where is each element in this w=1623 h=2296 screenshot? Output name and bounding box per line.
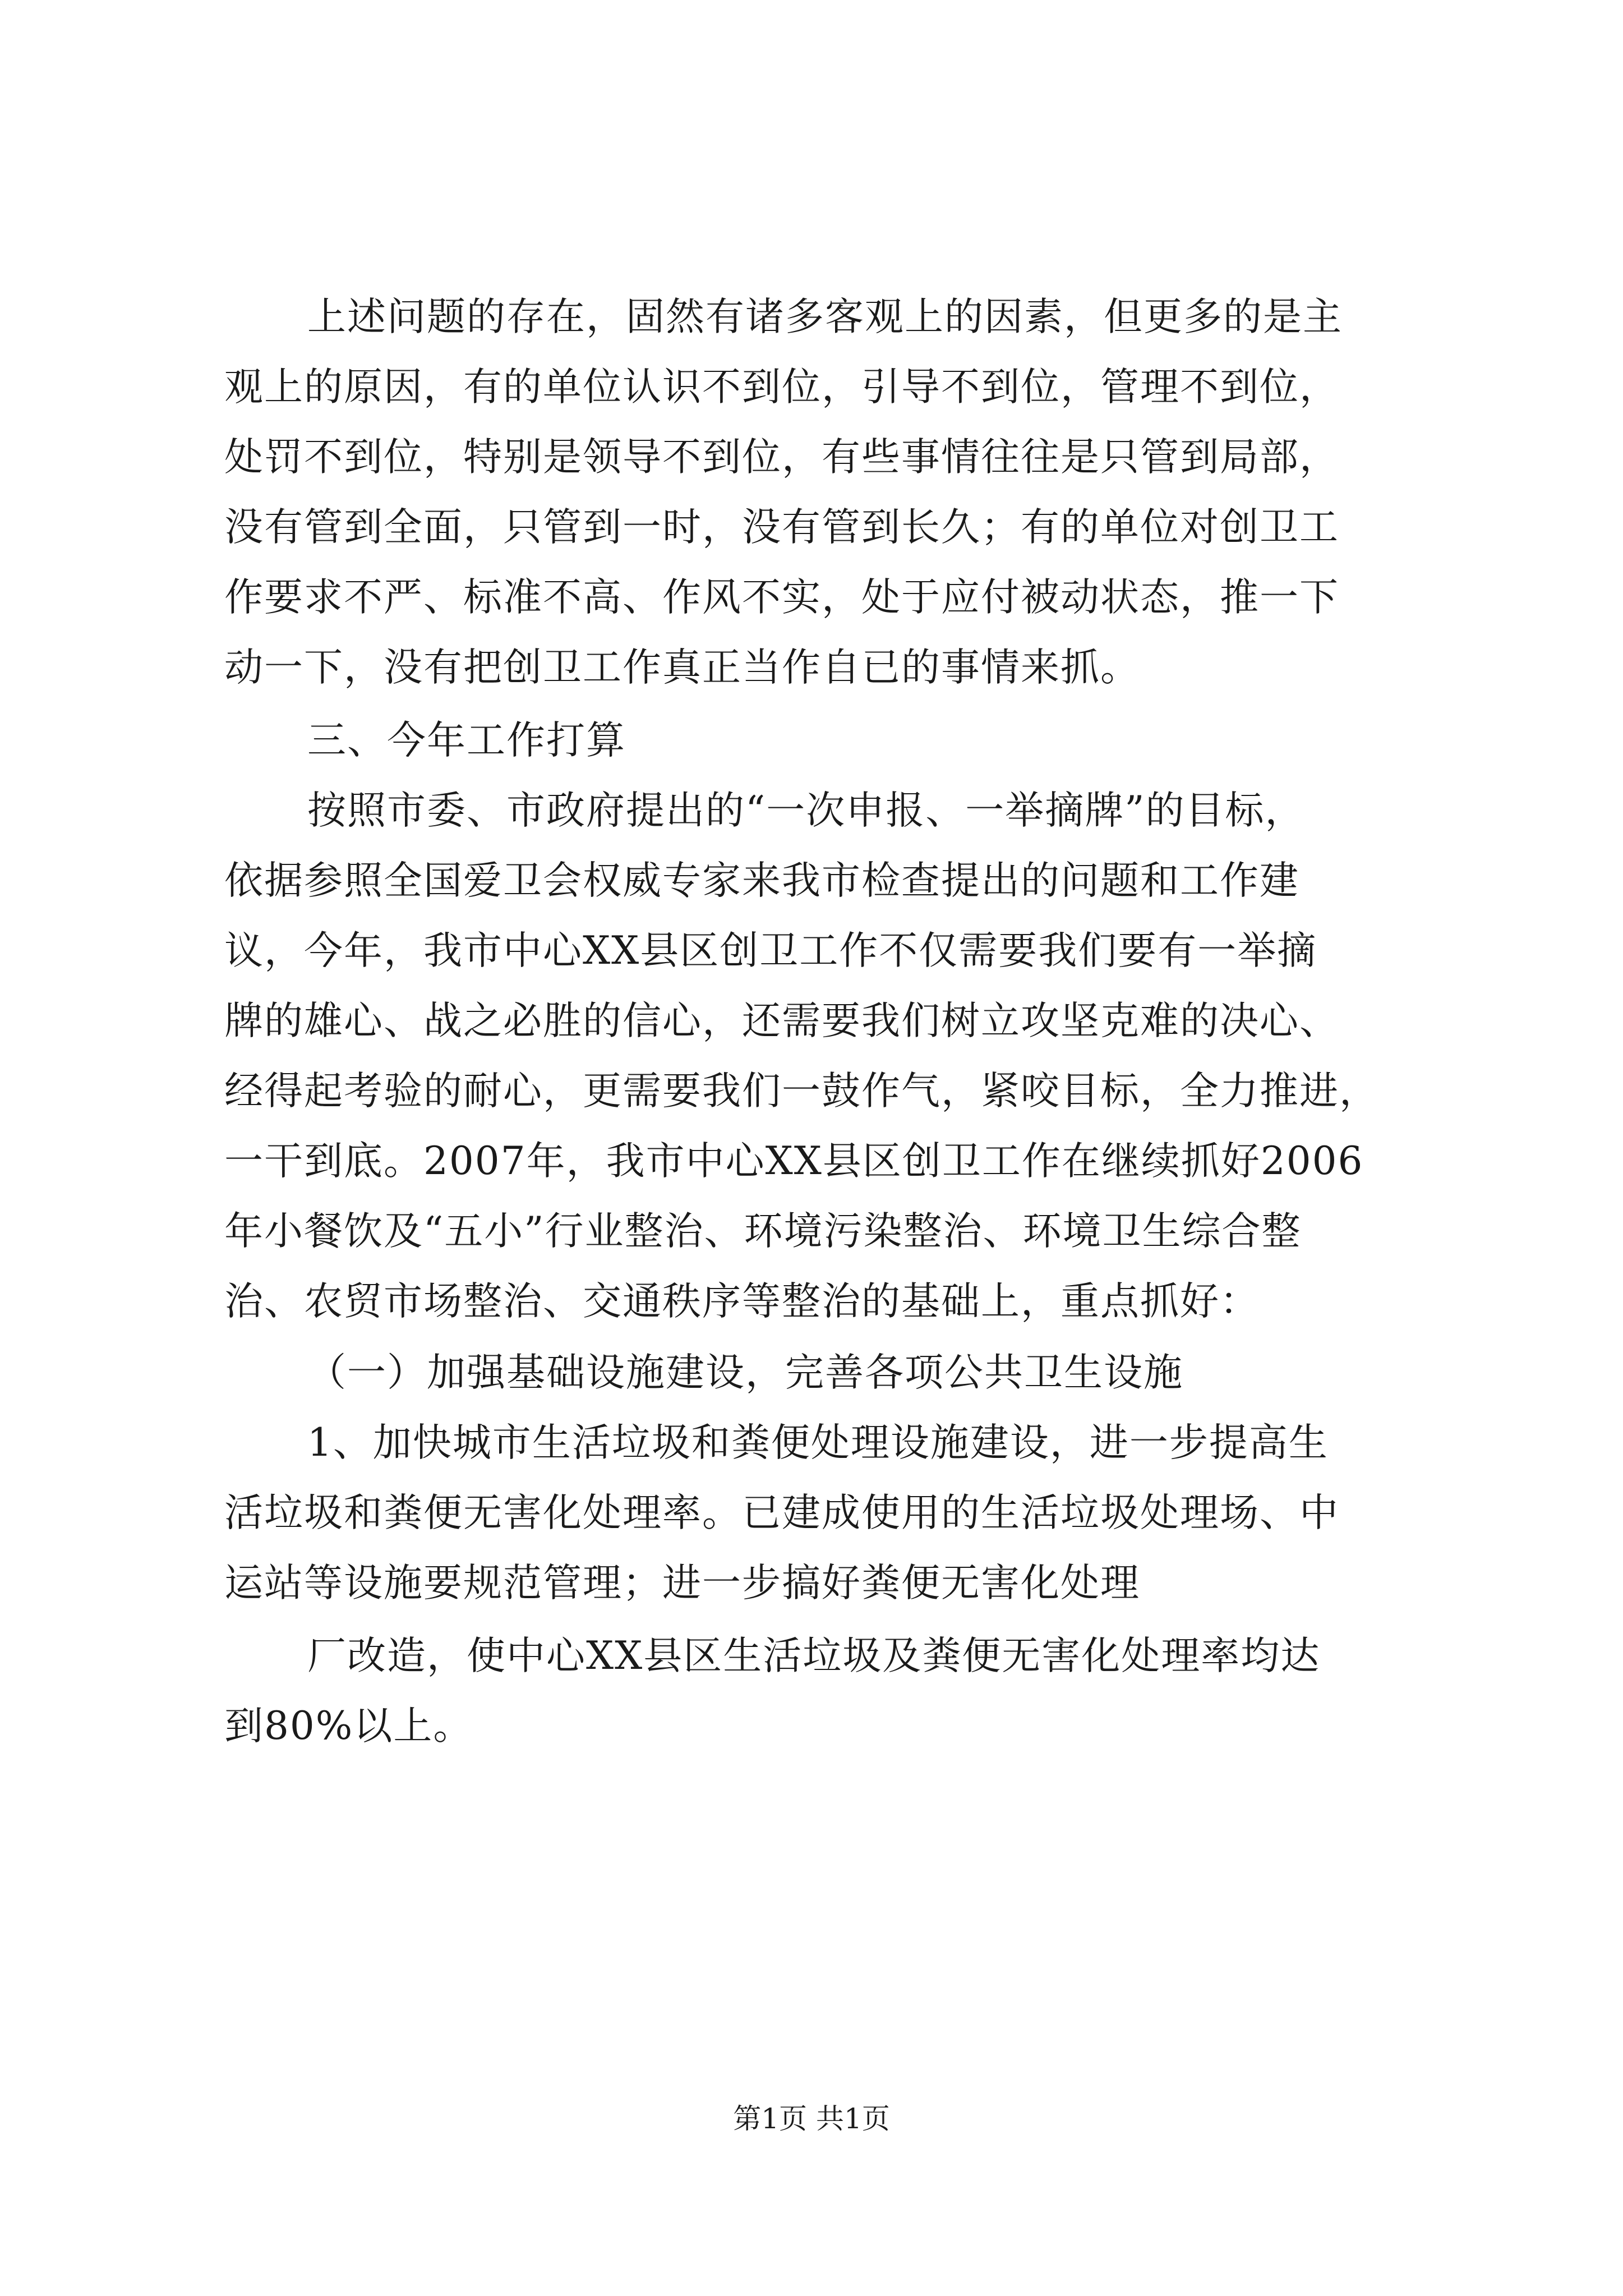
paragraph-line: 厂改造，使中心XX县区生活垃圾及粪便无害化处理率均达 — [307, 1634, 1321, 1678]
paragraph-line: 作要求不严、标准不高、作风不实，处于应付被动状态，推一下 — [224, 575, 1339, 620]
paragraph-line: 依据参照全国爱卫会权威专家来我市检查提出的问题和工作建 — [224, 858, 1299, 903]
section-heading: 三、今年工作打算 — [307, 718, 626, 763]
paragraph-line: 一干到底。2007年，我市中心XX县区创卫工作在继续抓好2006 — [224, 1139, 1364, 1184]
paragraph-line: 处罚不到位，特别是领导不到位，有些事情往往是只管到局部， — [224, 435, 1339, 480]
paragraph-line: 治、农贸市场整治、交通秩序等整治的基础上，重点抓好： — [224, 1279, 1260, 1324]
paragraph-line: 上述问题的存在，固然有诸多客观上的因素，但更多的是主 — [307, 295, 1343, 339]
paragraph-line: 议，今年，我市中心XX县区创卫工作不仅需要我们要有一举摘 — [224, 928, 1317, 973]
paragraph-line: 1、加快城市生活垃圾和粪便处理设施建设，进一步提高生 — [307, 1420, 1329, 1465]
paragraph-line: 观上的原因，有的单位认识不到位，引导不到位，管理不到位， — [224, 365, 1339, 409]
paragraph-line: 动一下，没有把创卫工作真正当作自已的事情来抓。 — [224, 645, 1140, 690]
paragraph-line: 经得起考验的耐心，更需要我们一鼓作气，紧咬目标，全力推进， — [224, 1069, 1379, 1114]
paragraph-line: 活垃圾和粪便无害化处理率。已建成使用的生活垃圾处理场、中 — [224, 1490, 1339, 1535]
paragraph-line: 运站等设施要规范管理；进一步搞好粪便无害化处理 — [224, 1561, 1140, 1605]
subsection-heading: （一）加强基础设施建设，完善各项公共卫生设施 — [307, 1350, 1183, 1395]
paragraph-line: 年小餐饮及“五小”行业整治、环境污染整治、环境卫生综合整 — [224, 1209, 1302, 1254]
paragraph-line: 到80%以上。 — [224, 1704, 473, 1749]
paragraph-line: 按照市委、市政府提出的“一次申报、一举摘牌”的目标， — [307, 788, 1305, 833]
paragraph-line: 牌的雄心、战之必胜的信心，还需要我们树立攻坚克难的决心、 — [224, 999, 1339, 1043]
page-footer: 第1页 共1页 — [733, 2102, 890, 2135]
paragraph-line: 没有管到全面，只管到一时，没有管到长久；有的单位对创卫工 — [224, 505, 1339, 550]
